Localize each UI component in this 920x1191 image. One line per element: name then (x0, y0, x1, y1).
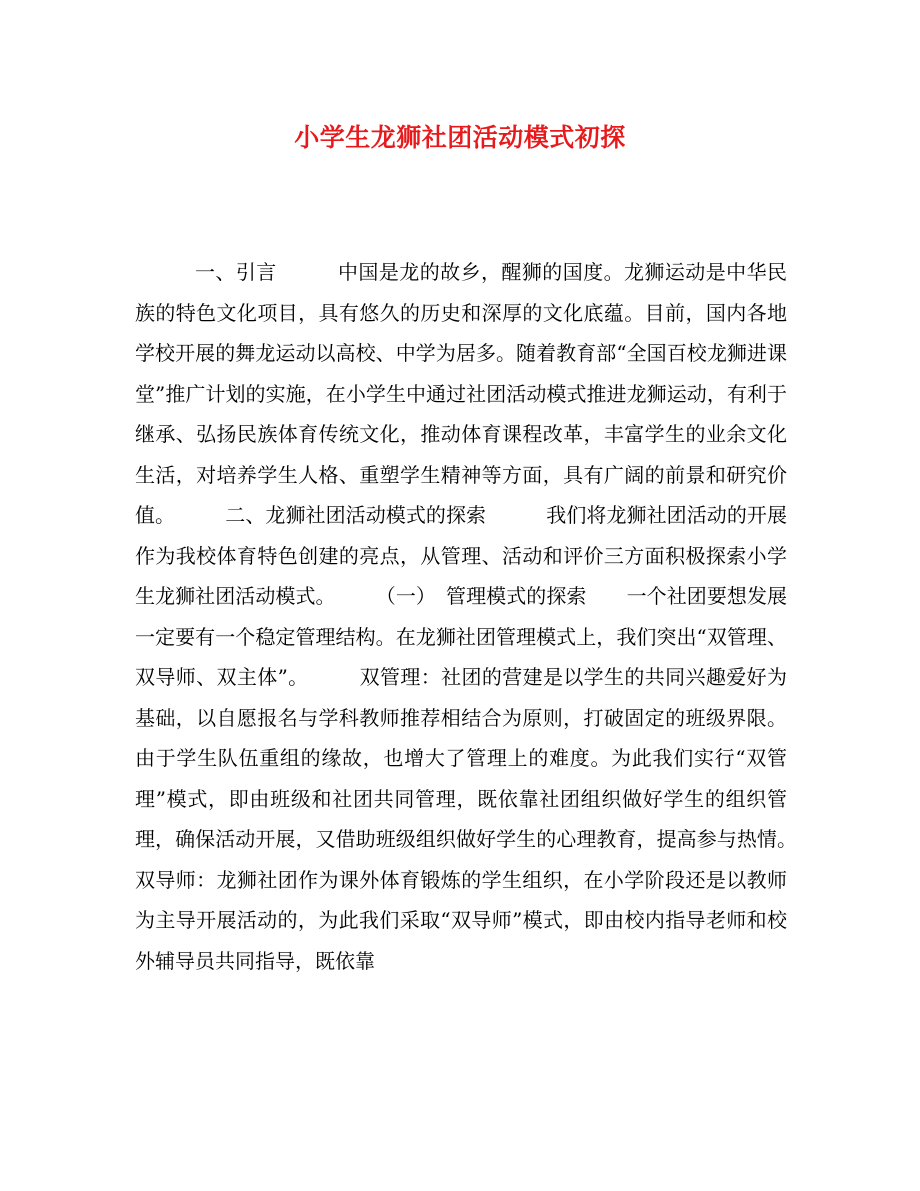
document-title: 小学生龙狮社团活动模式初探 (294, 123, 626, 152)
document-body-paragraph: 一、引言 中国是龙的故乡，醒狮的国度。龙狮运动是中华民族的特色文化项目，具有悠久的历史和深厚的文化底蕴。目前，国内各地学校开展的舞龙运动以高校、中学为居多。随着教育部“全国百校龙狮进课堂”推广计划的实施，在小学生中通过社团活动模式推进龙狮运动，有利于继承、弘扬民族体育传统文化，推动体育课程改革，丰富学生的业余文化生活，对培养学生人格、重塑学生精神等方面，具有广阔的前景和研究价值。 二、龙狮社团活动模式的探索 我们将龙狮社团活动的开展作为我校体育特色创建的亮点，从管理、活动和评价三方面积极探索小学生龙狮社团活动模式。 （一） 管理模式的探索 一个社团要想发展一定要有一个稳定管理结构。在龙狮社团管理模式上，我们突出“双管理、双导师、双主体”。 双管理：社团的营建是以学生的共同兴趣爱好为基础，以自愿报名与学科教师推荐相结合为原则，打破固定的班级界限。由于学生队伍重组的缘故，也增大了管理上的难度。为此我们实行“双管理”模式，即由班级和社团共同管理，既依靠社团组织做好学生的组织管理，确保活动开展，又借助班级组织做好学生的心理教育，提高参与热情。 双导师：龙狮社团作为课外体育锻炼的学生组织，在小学阶段还是以教师为主导开展活动的，为此我们采取“双导师”模式，即由校内指导老师和校外辅导员共同指导，既依靠 (135, 260, 847, 973)
